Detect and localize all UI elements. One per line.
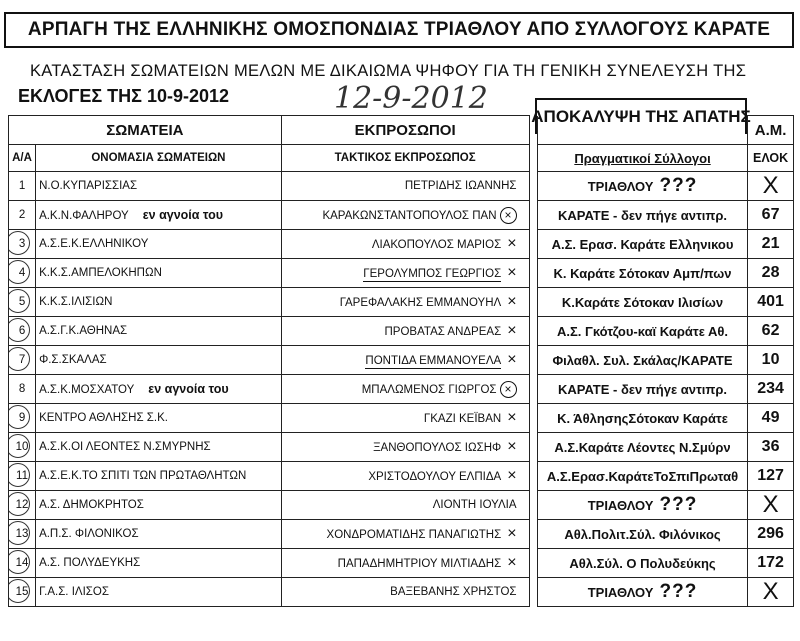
header-am: Α.Μ. — [748, 116, 794, 145]
real-club-cell — [537, 462, 747, 491]
x-mark: × — [507, 554, 517, 571]
club-name-cell — [36, 317, 282, 346]
club-name: Α.Σ.Κ.ΜΟΣΧΑΤΟΥ — [39, 384, 135, 396]
header-pragmatikoi-text: Πραγματικοί Σύλλογοι — [574, 150, 711, 166]
document-subtitle: ΚΑΤΑΣΤΑΣΗ ΣΩΜΑΤΕΙΩΝ ΜΕΛΩΝ ΜΕ ΔΙΚΑΙΩΜΑ ΨΗΦΟΥ ΓΙΑ ΤΗ ΓΕΝΙΚΗ ΣΥΝΕΛΕΥΣΗ ΤΗΣ — [30, 62, 747, 80]
representative-name: ΠΡΟΒΑΤΑΣ ΑΝΔΡΕΑΣ — [384, 326, 502, 338]
club-name: Κ.Κ.Σ.ΙΛΙΣΙΩΝ — [39, 296, 113, 308]
table-row — [9, 462, 794, 491]
club-note: εν αγνοία του — [148, 382, 229, 396]
column-gap — [529, 578, 537, 607]
real-club: Κ. Καράτε Σότοκαν Αμπ/πων — [553, 265, 732, 281]
representative-cell — [281, 520, 529, 549]
real-club-cell — [537, 549, 747, 578]
row-number-cell — [9, 491, 36, 520]
club-name-cell — [36, 578, 282, 607]
real-club-wrap — [541, 237, 744, 252]
column-gap — [529, 201, 537, 230]
real-club: ΚΑΡΑΤΕ - δεν πήγε αντιπρ. — [558, 207, 727, 223]
row-number: 13 — [15, 528, 29, 540]
question-marks: ??? — [659, 581, 698, 602]
header-row-sub — [9, 145, 794, 172]
real-club: Α.Σ. Ερασ. Καράτε Ελληνικου — [551, 236, 734, 252]
elok-number: 62 — [761, 322, 780, 339]
column-gap — [529, 491, 537, 520]
real-club-cell — [537, 201, 747, 230]
club-name: Ν.Ο.ΚΥΠΑΡΙΣΣΙΑΣ — [39, 180, 138, 192]
real-club-cell — [537, 346, 747, 375]
club-name-cell — [36, 346, 282, 375]
header-elok: ΕΛΟΚ — [748, 145, 794, 172]
representative-cell — [281, 172, 529, 201]
representative-name: ΠΕΤΡΙΔΗΣ ΙΩΑΝΝΗΣ — [404, 180, 517, 192]
club-name: Α.Σ. ΔΗΜΟΚΡΗΤΟΣ — [39, 499, 144, 511]
real-club-cell — [537, 259, 747, 288]
real-club-wrap — [541, 295, 744, 310]
x-mark: × — [507, 264, 517, 281]
row-number: 10 — [15, 441, 29, 453]
column-gap — [529, 404, 537, 433]
document-title: ΑΡΠΑΓΗ ΤΗΣ ΕΛΛΗΝΙΚΗΣ ΟΜΟΣΠΟΝΔΙΑΣ ΤΡΙΑΘΛΟΥ ΑΠΟ ΣΥΛΛΟΓΟΥΣ ΚΑΡΑΤΕ — [27, 19, 771, 40]
row-number: 6 — [18, 325, 26, 337]
club-name-cell — [36, 201, 282, 230]
elok-number: 172 — [757, 554, 784, 571]
x-mark: × — [507, 525, 517, 542]
representative-name: ΜΠΑΛΩΜΕΝΟΣ ΓΙΩΡΓΟΣ — [361, 383, 497, 396]
elok-number-cell — [748, 201, 794, 230]
elok-number-cell — [748, 549, 794, 578]
row-number-cell — [9, 520, 36, 549]
real-club-cell — [537, 433, 747, 462]
club-note: εν αγνοία του — [142, 208, 224, 222]
elok-number: X — [762, 491, 779, 518]
elok-number: 401 — [757, 293, 784, 310]
question-marks: ??? — [659, 175, 698, 196]
representative-name: ΛΙΑΚΟΠΟΥΛΟΣ ΜΑΡΙΟΣ — [371, 239, 502, 251]
club-name: Φ.Σ.ΣΚΑΛΑΣ — [39, 354, 107, 366]
club-name-cell — [36, 462, 282, 491]
club-name-cell — [36, 404, 282, 433]
row-number-cell — [9, 259, 36, 288]
club-name: Κ.Κ.Σ.ΑΜΠΕΛΟΚΗΠΩΝ — [39, 267, 162, 279]
representative-name: ΠΟΝΤΙΔΑ ΕΜΜΑΝΟΥΕΛΑ — [365, 355, 502, 367]
x-mark: × — [507, 438, 517, 455]
table-row — [9, 404, 794, 433]
row-number: 2 — [18, 209, 26, 221]
elok-number: 21 — [761, 235, 780, 252]
elok-number-cell — [748, 462, 794, 491]
elok-number: 28 — [761, 264, 780, 281]
real-club: Αθλ.Πολιτ.Σύλ. Φιλόνικος — [564, 526, 721, 542]
elok-number: 67 — [761, 206, 780, 223]
real-club-wrap — [541, 208, 744, 223]
representative-cell — [281, 433, 529, 462]
representative-name: ΓΕΡΟΛΥΜΠΟΣ ΓΕΩΡΓΙΟΣ — [363, 268, 502, 280]
question-marks: ??? — [659, 494, 698, 515]
representative-cell — [281, 288, 529, 317]
club-name: Α.Σ.Ε.Κ.ΕΛΛΗΝΙΚΟΥ — [39, 238, 149, 250]
circled-x-mark: × — [500, 207, 517, 224]
table-row — [9, 201, 794, 230]
real-club: Φιλαθλ. Συλ. Σκάλας/ΚΑΡΑΤΕ — [552, 352, 733, 368]
column-gap — [529, 462, 537, 491]
table-row — [9, 549, 794, 578]
club-name: Γ.Α.Σ. ΙΛΙΣΟΣ — [39, 586, 109, 598]
representative-cell — [281, 230, 529, 259]
table-row — [9, 578, 794, 607]
row-number: 3 — [18, 238, 26, 250]
elok-number: 36 — [761, 438, 780, 455]
column-gap — [529, 259, 537, 288]
elok-number-cell — [748, 346, 794, 375]
column-gap — [529, 116, 537, 145]
real-club-wrap — [541, 266, 744, 281]
elok-number-cell — [748, 288, 794, 317]
real-club: ΚΑΡΑΤΕ - δεν πήγε αντιπρ. — [558, 381, 727, 397]
row-number-cell — [9, 404, 36, 433]
club-name-cell — [36, 259, 282, 288]
column-gap — [529, 172, 537, 201]
club-name: Α.Σ.Ε.Κ.ΤΟ ΣΠΙΤΙ ΤΩΝ ΠΡΩΤΑΘΛΗΤΩΝ — [39, 470, 247, 482]
handwritten-date-text: 12-9-2012 — [334, 81, 488, 116]
elections-heading: ΕΚΛΟΓΕΣ ΤΗΣ 10-9-2012 — [18, 86, 230, 106]
elok-number-cell — [748, 404, 794, 433]
real-club-wrap — [541, 527, 744, 542]
row-number: 14 — [15, 557, 29, 569]
x-mark: × — [507, 235, 517, 252]
real-club-cell — [537, 288, 747, 317]
real-club-cell — [537, 578, 747, 607]
representative-name: ΞΑΝΘΟΠΟΥΛΟΣ ΙΩΣΗΦ — [373, 442, 502, 454]
elok-number: 234 — [757, 380, 784, 397]
row-number-cell — [9, 346, 36, 375]
table-row — [9, 433, 794, 462]
club-name: Α.Σ.Κ.ΟΙ ΛΕΟΝΤΕΣ Ν.ΣΜΥΡΝΗΣ — [39, 441, 211, 453]
column-gap — [529, 375, 537, 404]
elok-number-cell — [748, 433, 794, 462]
elok-number: 296 — [757, 525, 784, 542]
real-club-wrap — [541, 469, 744, 484]
row-number-cell — [9, 549, 36, 578]
club-name: Α.Κ.Ν.ΦΑΛΗΡΟΥ — [39, 210, 129, 222]
representative-name: ΚΑΡΑΚΩΝΣΤΑΝΤΟΠΟΥΛΟΣ ΠΑΝ — [322, 209, 497, 222]
clubs-table — [8, 115, 794, 607]
real-club-cell — [537, 172, 747, 201]
column-gap — [529, 230, 537, 259]
representative-name: ΓΑΡΕΦΑΛΑΚΗΣ ΕΜΜΑΝΟΥΗΛ — [339, 297, 502, 309]
club-name: ΚΕΝΤΡΟ ΑΘΛΗΣΗΣ Σ.Κ. — [39, 412, 168, 424]
column-gap — [529, 520, 537, 549]
header-row-main — [9, 116, 794, 145]
club-name-cell — [36, 491, 282, 520]
real-club-wrap — [541, 440, 744, 455]
row-number-cell — [9, 172, 36, 201]
elok-number-cell — [748, 491, 794, 520]
elok-number-cell — [748, 578, 794, 607]
elok-number-cell — [748, 375, 794, 404]
real-club: ΤΡΙΑΘΛΟΥ — [587, 178, 654, 194]
table-row — [9, 491, 794, 520]
real-club: Κ. ΆθλησηςΣότοκαν Καράτε — [557, 410, 728, 426]
real-club: Αθλ.Σύλ. Ο Πολυδεύκης — [569, 555, 716, 571]
row-number: 5 — [18, 296, 26, 308]
real-club-cell — [537, 317, 747, 346]
club-name-cell — [36, 288, 282, 317]
table-row — [9, 288, 794, 317]
row-number-cell — [9, 317, 36, 346]
elok-number: X — [762, 172, 779, 199]
representative-cell — [281, 201, 529, 230]
representative-name: ΧΡΙΣΤΟΔΟΥΛΟΥ ΕΛΠΙΔΑ — [368, 471, 502, 483]
representative-name: ΧΟΝΔΡΟΜΑΤΙΔΗΣ ΠΑΝΑΓΙΩΤΗΣ — [326, 529, 502, 541]
elok-number-cell — [748, 172, 794, 201]
club-name-cell — [36, 549, 282, 578]
header-ekprosopoi: ΕΚΠΡΟΣΩΠΟΙ — [281, 116, 529, 145]
table-row — [9, 520, 794, 549]
real-club-wrap — [541, 382, 744, 397]
header-blank — [537, 116, 747, 145]
x-mark: × — [507, 293, 517, 310]
real-club: ΤΡΙΑΘΛΟΥ — [587, 497, 654, 513]
real-club-wrap — [541, 411, 744, 426]
table-row — [9, 346, 794, 375]
header-somateia: ΣΩΜΑΤΕΙΑ — [9, 116, 282, 145]
table-row — [9, 230, 794, 259]
real-club-wrap — [541, 175, 744, 197]
table-row — [9, 172, 794, 201]
row-number: 12 — [15, 499, 29, 511]
document-title-box — [4, 12, 794, 48]
column-gap — [529, 346, 537, 375]
row-number: 9 — [18, 412, 26, 424]
row-number-cell — [9, 230, 36, 259]
representative-cell — [281, 462, 529, 491]
real-club-cell — [537, 404, 747, 433]
representative-cell — [281, 259, 529, 288]
representative-cell — [281, 491, 529, 520]
row-number: 4 — [18, 267, 26, 279]
real-club-wrap — [541, 494, 744, 516]
representative-name: ΛΙΟΝΤΗ ΙΟΥΛΙΑ — [432, 499, 517, 511]
club-name: Α.Σ.Γ.Κ.ΑΘΗΝΑΣ — [39, 325, 128, 337]
row-number-cell — [9, 433, 36, 462]
header-onomasia: ΟΝΟΜΑΣΙΑ ΣΩΜΑΤΕΙΩΝ — [36, 145, 282, 172]
elok-number: 10 — [761, 351, 780, 368]
representative-cell — [281, 375, 529, 404]
representative-cell — [281, 549, 529, 578]
club-name-cell — [36, 172, 282, 201]
x-mark: × — [507, 322, 517, 339]
table-row — [9, 259, 794, 288]
column-gap — [529, 145, 537, 172]
circled-x-mark: × — [500, 381, 517, 398]
row-number: 1 — [18, 180, 26, 192]
x-mark: × — [507, 467, 517, 484]
header-taktikos: ΤΑΚΤΙΚΟΣ ΕΚΠΡΟΣΩΠΟΣ — [281, 145, 529, 172]
representative-cell — [281, 578, 529, 607]
real-club-wrap — [541, 556, 744, 571]
revelation-header: ΑΠΟΚΑΛΥΨΗ ΤΗΣ ΑΠΑΤΗΣ — [535, 98, 747, 134]
real-club: Α.Σ. Γκότζου-καϊ Καράτε Αθ. — [556, 323, 729, 339]
row-number-cell — [9, 201, 36, 230]
real-club-cell — [537, 230, 747, 259]
real-club-wrap — [541, 581, 744, 603]
elok-number: 127 — [757, 467, 784, 484]
column-gap — [529, 433, 537, 462]
header-aa: Α/Α — [9, 145, 36, 172]
elok-number-cell — [748, 230, 794, 259]
row-number-cell — [9, 288, 36, 317]
elok-number-cell — [748, 317, 794, 346]
x-mark: × — [507, 409, 517, 426]
elok-number: 49 — [761, 409, 780, 426]
representative-name: ΒΑΞΕΒΑΝΗΣ ΧΡΗΣΤΟΣ — [390, 586, 517, 598]
row-number: 11 — [16, 470, 28, 482]
representative-name: ΓΚΑΖΙ ΚΕΪΒΑΝ — [423, 413, 502, 425]
row-number-cell — [9, 578, 36, 607]
real-club-cell — [537, 520, 747, 549]
representative-cell — [281, 317, 529, 346]
club-name: Α.Σ. ΠΟΛΥΔΕΥΚΗΣ — [39, 557, 141, 569]
row-number-cell — [9, 462, 36, 491]
club-name-cell — [36, 230, 282, 259]
row-number: 8 — [18, 383, 26, 395]
real-club-cell — [537, 375, 747, 404]
column-gap — [529, 317, 537, 346]
real-club-cell — [537, 491, 747, 520]
row-number-cell — [9, 375, 36, 404]
row-number: 15 — [15, 586, 29, 598]
x-mark: × — [507, 351, 517, 368]
real-club-wrap — [541, 324, 744, 339]
column-gap — [529, 288, 537, 317]
elok-number-cell — [748, 259, 794, 288]
real-club: Κ.Καράτε Σότοκαν Ιλισίων — [561, 294, 724, 310]
real-club: Α.Σ.Ερασ.ΚαράτεΤοΣπιΠρωταθ — [546, 468, 739, 484]
header-pragmatikoi — [537, 145, 747, 172]
table-row — [9, 317, 794, 346]
representative-cell — [281, 404, 529, 433]
clubs-table-body — [9, 172, 794, 607]
real-club-wrap — [541, 353, 744, 368]
table-row — [9, 375, 794, 404]
elok-number: X — [762, 578, 779, 605]
elok-number-cell — [748, 520, 794, 549]
column-gap — [529, 549, 537, 578]
real-club: ΤΡΙΑΘΛΟΥ — [587, 584, 654, 600]
club-name-cell — [36, 520, 282, 549]
representative-name: ΠΑΠΑΔΗΜΗΤΡΙΟΥ ΜΙΛΤΙΑΔΗΣ — [337, 558, 502, 570]
club-name: Α.Π.Σ. ΦΙΛΟΝΙΚΟΣ — [39, 528, 139, 540]
real-club: Α.Σ.Καράτε Λέοντες Ν.Σμύρν — [554, 439, 731, 455]
row-number: 7 — [18, 354, 26, 366]
club-name-cell — [36, 433, 282, 462]
club-name-cell — [36, 375, 282, 404]
handwritten-date — [330, 74, 510, 120]
representative-cell — [281, 346, 529, 375]
